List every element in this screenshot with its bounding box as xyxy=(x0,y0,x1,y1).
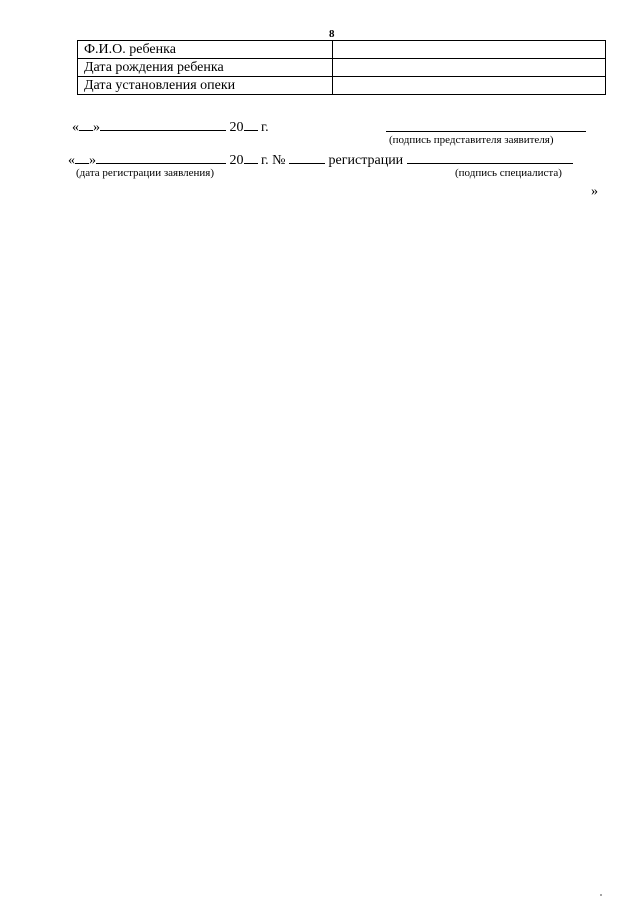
day-blank[interactable] xyxy=(75,151,89,164)
guardianship-date-value[interactable] xyxy=(333,77,606,95)
specialist-signature-blank[interactable] xyxy=(407,151,573,164)
child-name-label: Ф.И.О. ребенка xyxy=(78,41,333,59)
registration-number-blank[interactable] xyxy=(289,151,325,164)
month-blank[interactable] xyxy=(100,118,226,131)
child-name-value[interactable] xyxy=(333,41,606,59)
child-birthdate-value[interactable] xyxy=(333,59,606,77)
year-blank[interactable] xyxy=(244,118,258,131)
table-row xyxy=(78,77,606,95)
month-blank[interactable] xyxy=(96,151,226,164)
guardianship-date-label: Дата установления опеки xyxy=(78,77,333,95)
close-quote: » xyxy=(93,120,100,135)
closing-quote: » xyxy=(591,184,598,199)
specialist-signature-caption: (подпись специалиста) xyxy=(455,167,562,179)
child-birthdate-label: Дата рождения ребенка xyxy=(78,59,333,77)
child-info-table xyxy=(77,40,606,95)
scan-dot xyxy=(600,894,602,896)
year-suffix: г. № xyxy=(257,153,286,168)
registration-word: регистрации xyxy=(328,153,404,168)
page-number: 8 xyxy=(329,28,335,40)
close-quote: » xyxy=(89,153,96,168)
open-quote: « xyxy=(68,153,75,168)
open-quote: « xyxy=(72,120,79,135)
registration-date-caption: (дата регистрации заявления) xyxy=(76,167,215,179)
applicant-signature-line[interactable] xyxy=(386,131,586,132)
year-suffix: г. xyxy=(257,120,269,135)
year-blank[interactable] xyxy=(244,151,258,164)
applicant-signature-caption: (подпись представителя заявителя) xyxy=(389,134,554,146)
applicant-date-line xyxy=(72,118,269,136)
table-row xyxy=(78,41,606,59)
year-prefix: 20 xyxy=(229,120,244,135)
year-prefix: 20 xyxy=(229,153,244,168)
day-blank[interactable] xyxy=(79,118,93,131)
table-row xyxy=(78,59,606,77)
